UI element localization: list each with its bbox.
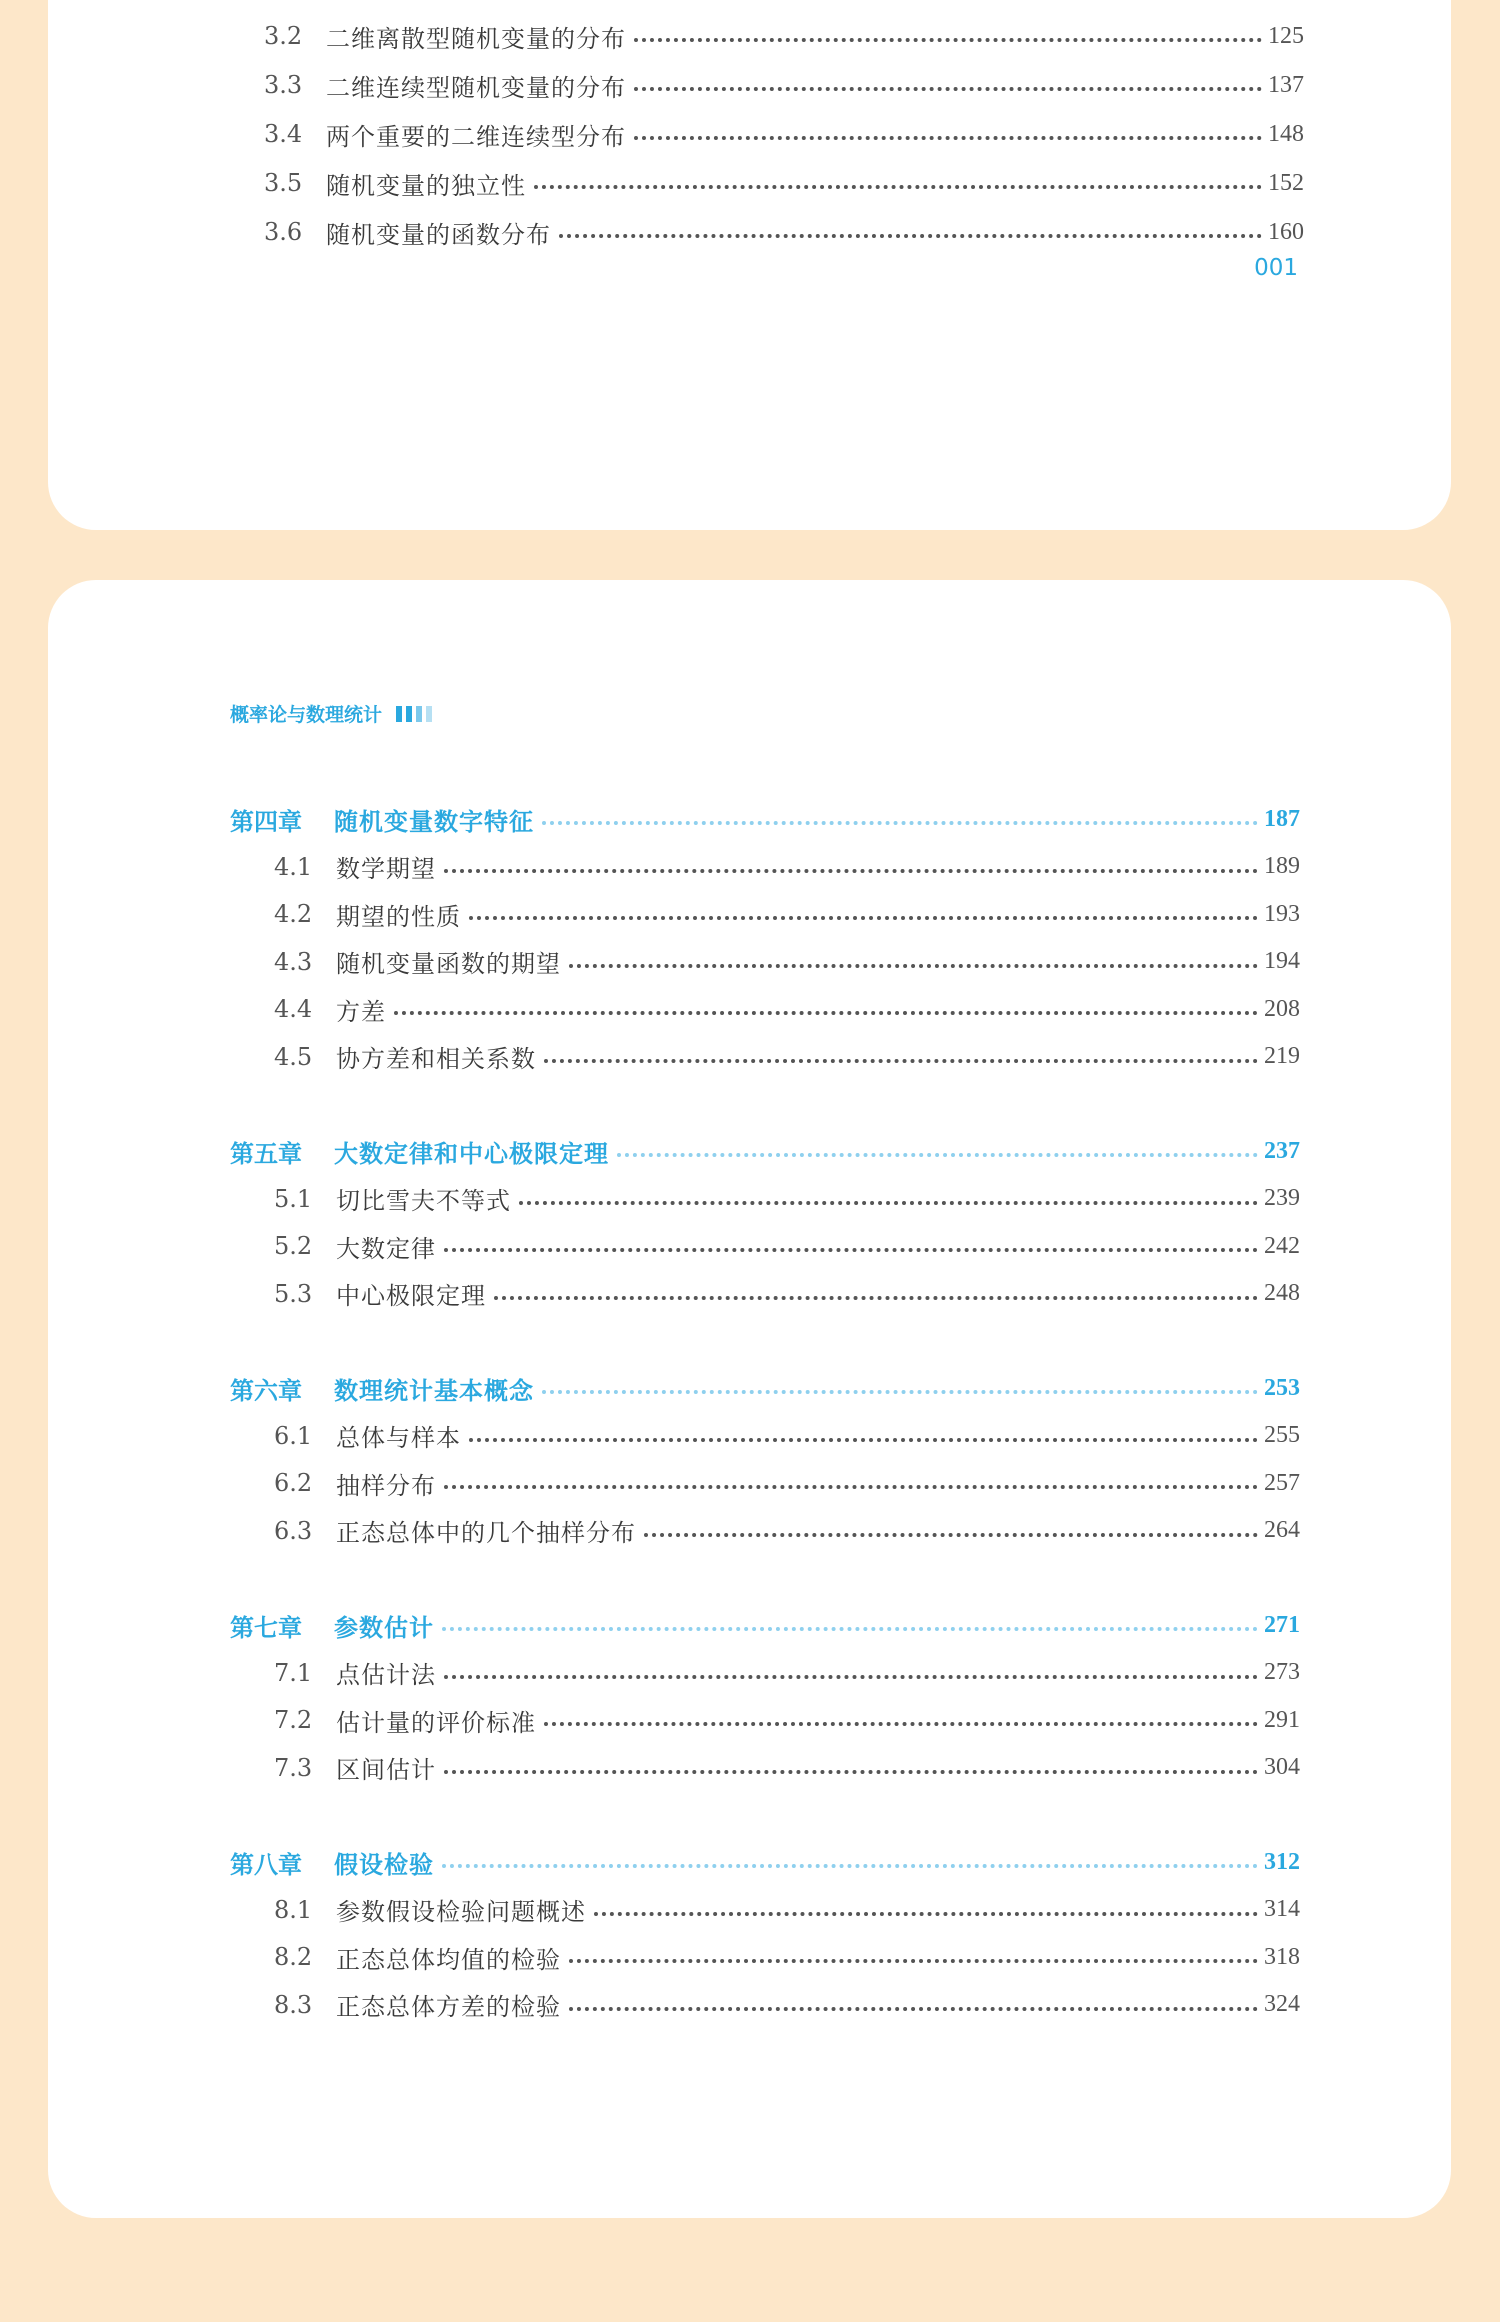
section-number: 8.3 (274, 1990, 313, 2019)
section-number: 4.5 (274, 1042, 313, 1071)
decorative-bars-icon (396, 706, 432, 722)
chapter-page: 187 (1264, 805, 1300, 832)
section-title: 区间估计 (336, 1756, 436, 1784)
dot-leader (544, 1059, 1258, 1063)
chapter-number: 第四章 (230, 807, 302, 836)
dot-leader (442, 1627, 1258, 1631)
dot-leader (569, 964, 1258, 968)
section-title: 抽样分布 (336, 1471, 436, 1500)
section-page: 125 (1268, 22, 1304, 49)
dot-leader (634, 87, 1262, 91)
toc-card-top (48, 0, 1451, 530)
page-number: 001 (1254, 255, 1298, 281)
section-page: 194 (1264, 948, 1300, 974)
section-page: 255 (1264, 1422, 1300, 1448)
chapter-title: 大数定律和中心极限定理 (334, 1139, 609, 1168)
chapter-number: 第五章 (230, 1139, 302, 1168)
toc-entry (274, 1700, 1300, 1740)
section-title: 总体与样本 (336, 1424, 461, 1452)
section-title: 大数定律 (336, 1234, 436, 1263)
section-number: 8.1 (274, 1895, 313, 1924)
running-head (230, 700, 432, 727)
section-page: 264 (1264, 1517, 1300, 1543)
section-number: 3.5 (264, 169, 303, 197)
section-title: 协方差和相关系数 (336, 1045, 536, 1073)
section-title: 估计量的评价标准 (336, 1708, 536, 1737)
chapter-title: 数理统计基本概念 (334, 1376, 534, 1405)
chapter-page: 312 (1264, 1848, 1300, 1875)
section-page: 160 (1268, 218, 1304, 245)
dot-leader (634, 38, 1262, 42)
toc-entry (274, 1511, 1300, 1551)
chapter-title: 参数估计 (334, 1613, 434, 1642)
section-page: 257 (1264, 1469, 1300, 1496)
dot-leader (444, 1248, 1258, 1252)
section-title: 中心极限定理 (336, 1282, 486, 1310)
section-title: 随机变量的函数分布 (326, 220, 551, 249)
section-title: 方差 (336, 997, 386, 1026)
dot-leader (644, 1533, 1258, 1537)
section-number: 3.2 (264, 22, 303, 50)
chapter-heading (230, 1368, 1300, 1408)
toc-entry (264, 114, 1304, 154)
section-number: 7.1 (274, 1658, 313, 1687)
toc-entry (274, 1748, 1300, 1788)
chapter-page: 237 (1264, 1137, 1300, 1164)
dot-leader (442, 1864, 1258, 1868)
dot-leader (534, 185, 1262, 189)
dot-leader (444, 1770, 1258, 1774)
section-page: 239 (1264, 1185, 1300, 1211)
section-title: 随机变量的独立性 (326, 171, 526, 200)
section-number: 5.2 (274, 1232, 313, 1260)
section-title: 两个重要的二维连续型分布 (326, 122, 626, 151)
toc-entry (274, 1985, 1300, 2025)
dot-leader (542, 1390, 1258, 1394)
toc-entry (274, 1937, 1300, 1977)
section-title: 正态总体方差的检验 (336, 1993, 561, 2021)
section-number: 7.3 (274, 1753, 313, 1782)
section-page: 304 (1264, 1754, 1300, 1780)
section-page: 148 (1268, 120, 1304, 147)
toc-entry (274, 1653, 1300, 1693)
dot-leader (569, 2007, 1258, 2011)
chapter-heading (230, 799, 1300, 839)
chapter-page: 271 (1264, 1611, 1300, 1638)
section-number: 6.2 (274, 1469, 313, 1497)
section-page: 273 (1264, 1659, 1300, 1685)
dot-leader (444, 1485, 1258, 1489)
section-title: 点估计法 (336, 1661, 436, 1689)
section-number: 8.2 (274, 1943, 313, 1971)
toc-entry (274, 1274, 1300, 1314)
chapter-page: 253 (1264, 1374, 1300, 1401)
toc-entry (264, 212, 1304, 252)
toc-entry (274, 1226, 1300, 1266)
section-title: 二维离散型随机变量的分布 (326, 24, 626, 53)
section-page: 219 (1264, 1043, 1300, 1069)
dot-leader (634, 136, 1262, 140)
dot-leader (569, 1959, 1258, 1963)
section-page: 193 (1264, 900, 1300, 927)
section-number: 5.3 (274, 1279, 313, 1308)
toc-entry (274, 1037, 1300, 1077)
section-number: 3.3 (264, 71, 303, 99)
section-title: 正态总体中的几个抽样分布 (336, 1519, 636, 1547)
chapter-title: 随机变量数字特征 (334, 807, 534, 836)
section-page: 324 (1264, 1991, 1300, 2017)
section-title: 二维连续型随机变量的分布 (326, 73, 626, 102)
dot-leader (394, 1011, 1258, 1015)
dot-leader (469, 916, 1258, 920)
section-title: 随机变量函数的期望 (336, 950, 561, 978)
chapter-heading (230, 1605, 1300, 1645)
chapter-title: 假设检验 (334, 1850, 434, 1879)
dot-leader (544, 1722, 1258, 1726)
section-page: 248 (1264, 1280, 1300, 1306)
toc-entry (274, 847, 1300, 887)
toc-entry (264, 163, 1304, 203)
section-title: 数学期望 (336, 855, 436, 883)
toc-entry (274, 1890, 1300, 1930)
dot-leader (494, 1296, 1258, 1300)
section-title: 参数假设检验问题概述 (336, 1898, 586, 1926)
section-number: 4.3 (274, 947, 313, 976)
section-page: 137 (1268, 71, 1304, 98)
chapter-heading (230, 1842, 1300, 1882)
dot-leader (617, 1153, 1258, 1157)
section-page: 314 (1264, 1896, 1300, 1922)
toc-entry (274, 894, 1300, 934)
book-title: 概率论与数理统计 (230, 704, 383, 726)
section-number: 4.2 (274, 900, 313, 928)
section-number: 3.4 (264, 120, 303, 148)
section-page: 318 (1264, 1943, 1300, 1970)
section-number: 3.6 (264, 218, 303, 246)
section-page: 208 (1264, 995, 1300, 1022)
chapter-number: 第六章 (230, 1376, 302, 1405)
toc-entry (274, 1416, 1300, 1456)
dot-leader (594, 1912, 1258, 1916)
dot-leader (559, 234, 1262, 238)
section-number: 5.1 (274, 1184, 313, 1213)
section-number: 6.3 (274, 1516, 313, 1545)
toc-entry (264, 65, 1304, 105)
dot-leader (444, 1675, 1258, 1679)
toc-entry (264, 16, 1304, 56)
chapter-number: 第八章 (230, 1850, 302, 1879)
dot-leader (519, 1201, 1258, 1205)
chapter-number: 第七章 (230, 1613, 302, 1642)
section-title: 期望的性质 (336, 902, 461, 931)
toc-entry (274, 1179, 1300, 1219)
section-number: 4.4 (274, 995, 313, 1023)
section-page: 189 (1264, 853, 1300, 879)
section-number: 7.2 (274, 1706, 313, 1734)
chapter-heading (230, 1131, 1300, 1171)
toc-card-bottom (48, 580, 1451, 2218)
section-number: 4.1 (274, 852, 313, 881)
section-page: 291 (1264, 1706, 1300, 1733)
dot-leader (444, 869, 1258, 873)
section-number: 6.1 (274, 1421, 313, 1450)
dot-leader (542, 821, 1258, 825)
dot-leader (469, 1438, 1258, 1442)
section-page: 152 (1268, 169, 1304, 196)
section-title: 切比雪夫不等式 (336, 1187, 511, 1215)
toc-entry (274, 989, 1300, 1029)
toc-entry (274, 1463, 1300, 1503)
toc-entry (274, 942, 1300, 982)
section-page: 242 (1264, 1232, 1300, 1259)
section-title: 正态总体均值的检验 (336, 1945, 561, 1974)
